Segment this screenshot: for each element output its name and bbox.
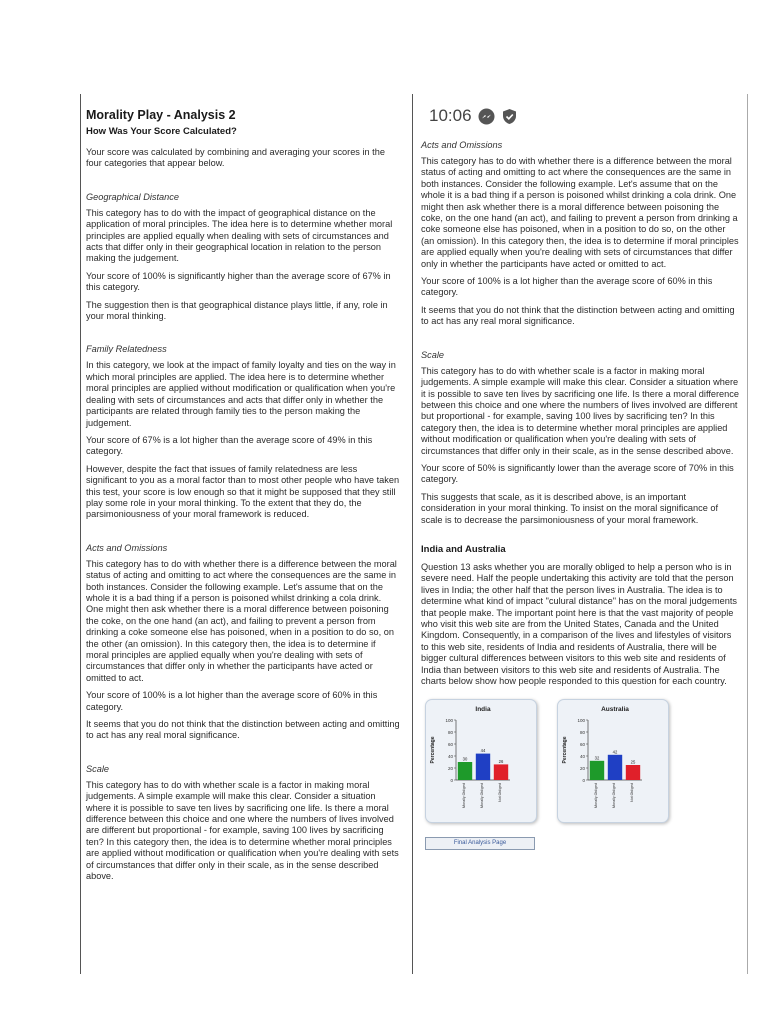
y-tick-label: 20 [579, 766, 585, 772]
bar-value-label: 42 [612, 749, 618, 755]
bar-value-label: 30 [462, 756, 468, 762]
final-analysis-page-link[interactable]: Final Analysis Page [425, 837, 535, 850]
y-tick-label: 40 [447, 754, 453, 760]
section-heading-acts-and-omissions: Acts and Omissions [421, 140, 503, 150]
y-tick-label: 100 [445, 718, 453, 724]
y-tick-label: 20 [447, 766, 453, 772]
charts-row [425, 699, 741, 823]
page-subtitle: How Was Your Score Calculated? [86, 126, 237, 137]
messenger-icon [478, 108, 495, 125]
page-title: Morality Play - Analysis 2 [86, 108, 236, 122]
bar-value-label: 44 [480, 748, 486, 754]
paragraph: This category has to do with whether scale is a factor in making moral judgements. A simple example will make this clear. Consider a situation where it is possible to save ten lives by sacrificing one life. Is there a moral difference between this choice and one where the numbers of lives involved are different but proportional - for example, saving 100 lives by sacrificing ten? In this category then, the idea is to determine whether moral principles are applied without modification or qualification when you're dealing with sets of circumstances that differ only in their scale, as in the sense described above. [421, 365, 739, 456]
paragraph: However, despite the fact that issues of family relatedness are less significant to you as a moral factor than to most other people who have taken this test, your score is low enough so that it might be supposed that they still play some role in your moral thinking. To the extent that they do, the parsimoniousness of your moral framework is reduced. [86, 463, 400, 520]
paragraph: Your score of 50% is significantly lower than the average score of 70% in this category. [421, 462, 734, 485]
bar [476, 754, 490, 780]
paragraph: Your score of 100% is a lot higher than the average score of 60% in this category. [421, 276, 713, 298]
y-tick-label: 100 [577, 718, 585, 724]
y-tick-label: 0 [582, 778, 585, 784]
y-tick-label: 0 [450, 778, 453, 784]
section-heading-india-and-australia: India and Australia [421, 543, 506, 555]
y-tick-label: 60 [579, 742, 585, 748]
paragraph: In this category, we look at the impact of family loyalty and ties on the way in which moral principles are applied. The idea here is to determine whether moral principles are applied without modification or qualification when you're dealing with sets of circumstances and acts that differ only in whether the participants are related through family ties to the person making the judgement. [86, 360, 396, 428]
paragraph: Question 13 asks whether you are morally obliged to help a person who is in severe need. Half the people undertaking this activity are told that the person lives in India; the other half that the person lives in Australia. The idea is to determine what kind of impact "culural distance" has on the moral judgements that people make. The important point here is that the vast majority of people who visit this web site are from the United States, Canada and the United Kingdom. Consequently, in a comparison of the lives and lifestyles of visitors to this web site, residents of India and residents of Australia, there will be bigger cultural differences between visitors to this web site and residents of India than between visitors to this web site and residents of Australia. The charts below show how people responded to this question for each country. [421, 561, 737, 687]
bar-value-label: 32 [594, 755, 600, 761]
bar [626, 765, 640, 780]
category-label: Not Obliged [630, 783, 634, 803]
india-chart [425, 699, 537, 823]
category-label: Morally Obliged [594, 783, 598, 809]
intro-text: Your score was calculated by combining and averaging your scores in the four categories that appear below. [86, 147, 385, 169]
bar-value-label: 26 [498, 759, 504, 765]
australia-chart [557, 699, 669, 823]
paragraph: Your score of 100% is significantly higher than the average score of 67% in this category. [86, 270, 391, 293]
paragraph: This suggests that scale, as it is described above, is an important consideration in your moral thinking. To insist on the moral significance of scale is to decrease the parsimoniousness of your moral framework. [421, 491, 719, 525]
chart-title: India [475, 706, 491, 714]
status-bar [429, 106, 741, 126]
y-tick-label: 80 [579, 730, 585, 736]
y-tick-label: 40 [579, 754, 585, 760]
category-label: Morally Obliged [612, 783, 616, 809]
paragraph: The suggestion then is that geographical distance plays little, if any, role in your moral thinking. [86, 299, 388, 322]
india-chart-svg [426, 700, 536, 822]
paragraph: This category has to do with whether there is a difference between the moral status of acting and omitting to act where the consequences are the same in both instances. Consider the following example. Let's assume that on the whole it is a bad thing if a person is poisoned whilst drinking a cola drink. One might then ask whether there is a moral difference between poisoning the coke, on the one hand (an act), and failing to prevent a person from drinking a coke someone else has poisoned, when in a position to do so, on the other (an omission). In this category then, the idea is to determine if moral principles are applied equally when you're dealing with sets of circumstances that differ only in whether the participants have acted or omitted to act. [421, 156, 739, 269]
category-label: Not Obliged [498, 783, 502, 803]
paragraph: It seems that you do not think that the distinction between acting and omitting to act has any real moral significance. [86, 719, 400, 741]
category-label: Morally Obliged [462, 783, 466, 809]
paragraph: This category has to do with the impact of geographical distance on the application of moral principles. The idea here is to determine whether moral principles are applied equally when dealing with sets of circumstances and acts that differ only in their geographical location in relation to the person making the judgement. [86, 207, 393, 264]
paragraph: Your score of 67% is a lot higher than the average score of 49% in this category. [86, 434, 373, 457]
australia-chart-svg [558, 700, 668, 822]
section-heading-geographical-distance: Geographical Distance [86, 191, 179, 202]
y-axis-label: Percentage [430, 736, 436, 764]
paragraph: This category has to do with whether there is a difference between the moral status of acting and omitting to act where the consequences are the same in both instances. Consider the following example. Let's assume that on the whole it is a bad thing if a person is poisoned whilst drinking a cola drink. One might then ask whether there is a moral difference between poisoning the coke, on the one hand (an act), and failing to prevent a person from drinking a coke someone else has poisoned, when in a position to do so, on the other (an omission). In this category then, the idea is to determine if moral principles are applied equally when you're dealing with sets of circumstances that differ only in whether the participants have acted or omitted to act. [86, 558, 397, 683]
bar [608, 755, 622, 780]
y-tick-label: 80 [447, 730, 453, 736]
y-axis-label: Percentage [562, 736, 568, 764]
paragraph: This category has to do with whether scale is a factor in making moral judgements. A simple example will make this clear. Consider a situation where it is possible to save ten lives by sacrificing one life. Is there a moral difference between this choice and one where the numbers of lives involved are different but proportional - for example, saving 100 lives by sacrificing ten? In this category then, the idea is to determine whether moral principles are applied without modification or qualification when you're dealing with sets of circumstances that differ only in their scale, as in the sense described above. [86, 779, 399, 882]
right-page-column [412, 94, 748, 974]
section-heading-scale: Scale [421, 349, 444, 360]
left-page-column [80, 94, 400, 974]
clock-time: 10:06 [429, 106, 472, 125]
bar [590, 761, 604, 780]
category-label: Morally Obliged [480, 783, 484, 809]
paragraph: Your score of 100% is a lot higher than the average score of 60% in this category. [86, 690, 378, 712]
bar [494, 765, 508, 781]
section-heading-family-relatedness: Family Relatedness [86, 344, 167, 355]
y-tick-label: 60 [447, 742, 453, 748]
bar-value-label: 25 [630, 759, 636, 765]
section-heading-acts-and-omissions: Acts and Omissions [86, 542, 168, 553]
chart-title: Australia [601, 706, 629, 714]
shield-icon [501, 108, 518, 125]
bar [458, 762, 472, 780]
section-heading-scale: Scale [86, 763, 109, 774]
paragraph: It seems that you do not think that the distinction between acting and omitting to act has any real moral significance. [421, 304, 735, 327]
